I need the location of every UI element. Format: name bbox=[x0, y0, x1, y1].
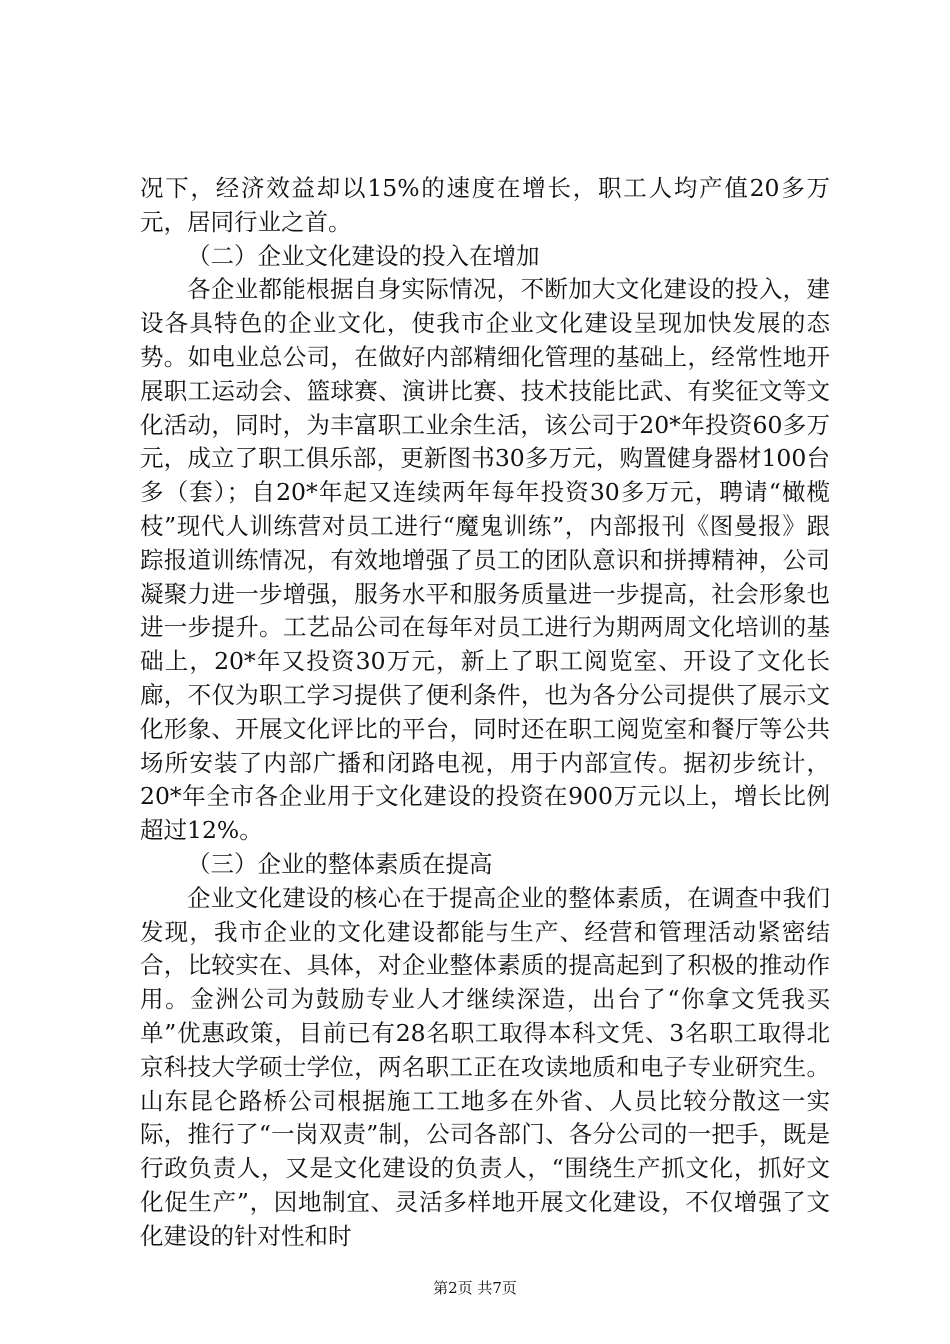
section-heading-2: （二）企业文化建设的投入在增加 bbox=[187, 241, 540, 270]
paragraph-continuation: 况下，经济效益却以15%的速度在增长，职工人均产值20多万元，居同行业之首。 bbox=[140, 174, 830, 236]
paragraph-quality: 企业文化建设的核心在于提高企业的整体素质，在调查中我们发现，我市企业的文化建设都能与生产、经营和管理活动紧密结合，比较实在、具体，对企业整体素质的提高起到了积极的推动作用。金洲公司为鼓励专业人才继续深造，出台了“你拿文凭我买单”优惠政策，目前已有28名职工取得本科文凭、3名职工取得北京科技大学硕士学位，两名职工正在攻读地质和电子专业研究生。山东昆仑路桥公司根据施工工地多在外省、人员比较分散这一实际，推行了“一岗双责”制，公司各部门、各分公司的一把手，既是行政负责人，又是文化建设的负责人，“围绕生产抓文化，抓好文化促生产”，因地制宜、灵活多样地开展文化建设，不仅增强了文化建设的针对性和时 bbox=[140, 883, 830, 1250]
page-number: 第2页 共7页 bbox=[433, 1279, 517, 1297]
section-heading-3: （三）企业的整体素质在提高 bbox=[187, 849, 493, 878]
document-body bbox=[140, 172, 830, 1254]
paragraph-investment: 各企业都能根据自身实际情况，不断加大文化建设的投入，建设各具特色的企业文化，使我市企业文化建设呈现加快发展的态势。如电业总公司，在做好内部精细化管理的基础上，经常性地开展职工运动会、篮球赛、演讲比赛、技术技能比武、有奖征文等文化活动，同时，为丰富职工业余生活，该公司于20*年投资60多万元，成立了职工俱乐部，更新图书30多万元，购置健身器材100台多（套）；自20*年起又连续两年每年投资30多万元，聘请“橄榄枝”现代人训练营对员工进行“魔鬼训练”，内部报刊《图曼报》跟踪报道训练情况，有效地增强了员工的团队意识和拼搏精神，公司凝聚力进一步增强，服务水平和服务质量进一步提高，社会形象也进一步提升。工艺品公司在每年对员工进行为期两周文化培训的基础上，20*年又投资30万元，新上了职工阅览室、开设了文化长廊，不仅为职工学习提供了便利条件，也为各分公司提供了展示文化形象、开展文化评比的平台，同时还在职工阅览室和餐厅等公共场所安装了内部广播和闭路电视，用于内部宣传。据初步统计，20*年全市各企业用于文化建设的投资在900万元以上，增长比例超过12%。 bbox=[140, 275, 830, 845]
